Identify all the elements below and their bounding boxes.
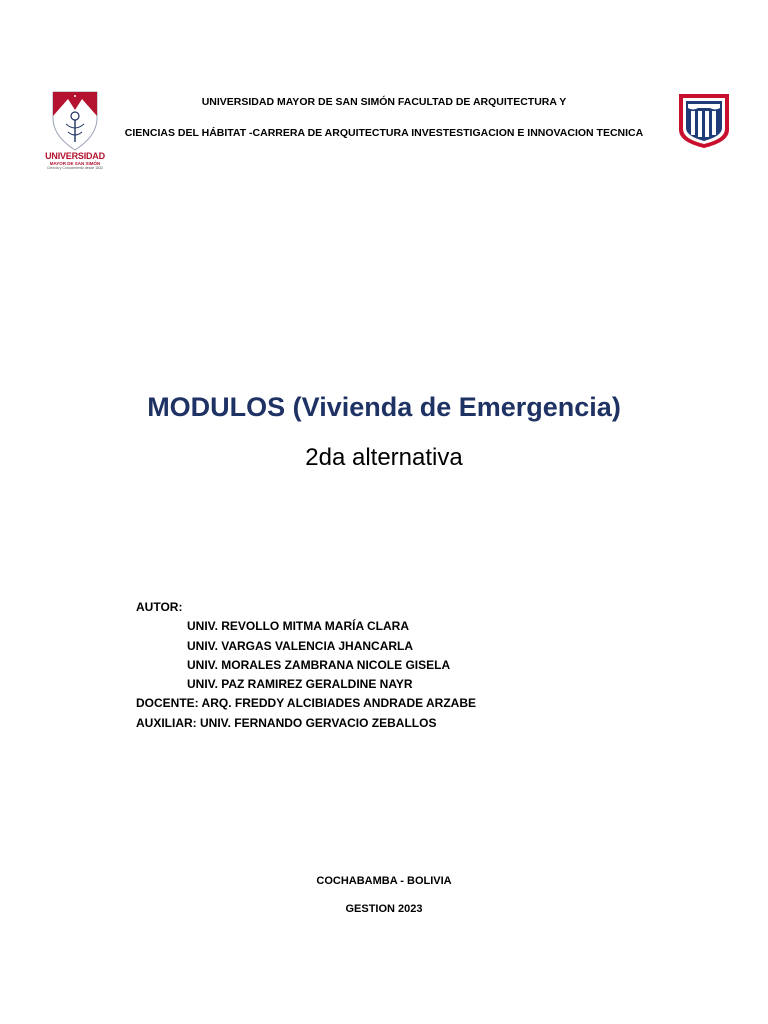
logo-university-name: UNIVERSIDAD bbox=[45, 151, 105, 161]
logo-university-sub: MAYOR DE SAN SIMÓN bbox=[49, 161, 101, 166]
footer-gestion: GESTION 2023 bbox=[345, 903, 423, 915]
autor-label: AUTOR: bbox=[136, 600, 183, 614]
author-name: UNIV. MORALES ZAMBRANA NICOLE GISELA bbox=[187, 657, 451, 672]
document-subtitle: 2da alternativa bbox=[305, 444, 463, 471]
header-line-1: UNIVERSIDAD MAYOR DE SAN SIMÓN FACULTAD DE ARQUITECTURA Y bbox=[201, 96, 567, 108]
author-name: UNIV. VARGAS VALENCIA JHANCARLA bbox=[187, 638, 414, 653]
auxiliar-line: AUXILIAR: UNIV. FERNANDO GERVACIO ZEBALLOS bbox=[136, 715, 437, 730]
credits-block bbox=[136, 598, 476, 733]
author-name: UNIV. PAZ RAMIREZ GERALDINE NAYR bbox=[187, 677, 413, 692]
author-name: UNIV. REVOLLO MITMA MARÍA CLARA bbox=[187, 619, 409, 634]
footer-location: COCHABAMBA - BOLIVIA bbox=[316, 875, 452, 887]
header-line-2: CIENCIAS DEL HÁBITAT -CARRERA DE ARQUITECTURA INVESTESTIGACION E INNOVACION TECNICA bbox=[124, 127, 644, 139]
document-title: MODULOS (Vivienda de Emergencia) bbox=[147, 392, 621, 422]
docente-line: DOCENTE: ARQ. FREDDY ALCIBIADES ANDRADE ARZABE bbox=[136, 696, 477, 711]
logo-university-motto: Ciencia y Conocimiento desde 1832 bbox=[46, 166, 104, 170]
